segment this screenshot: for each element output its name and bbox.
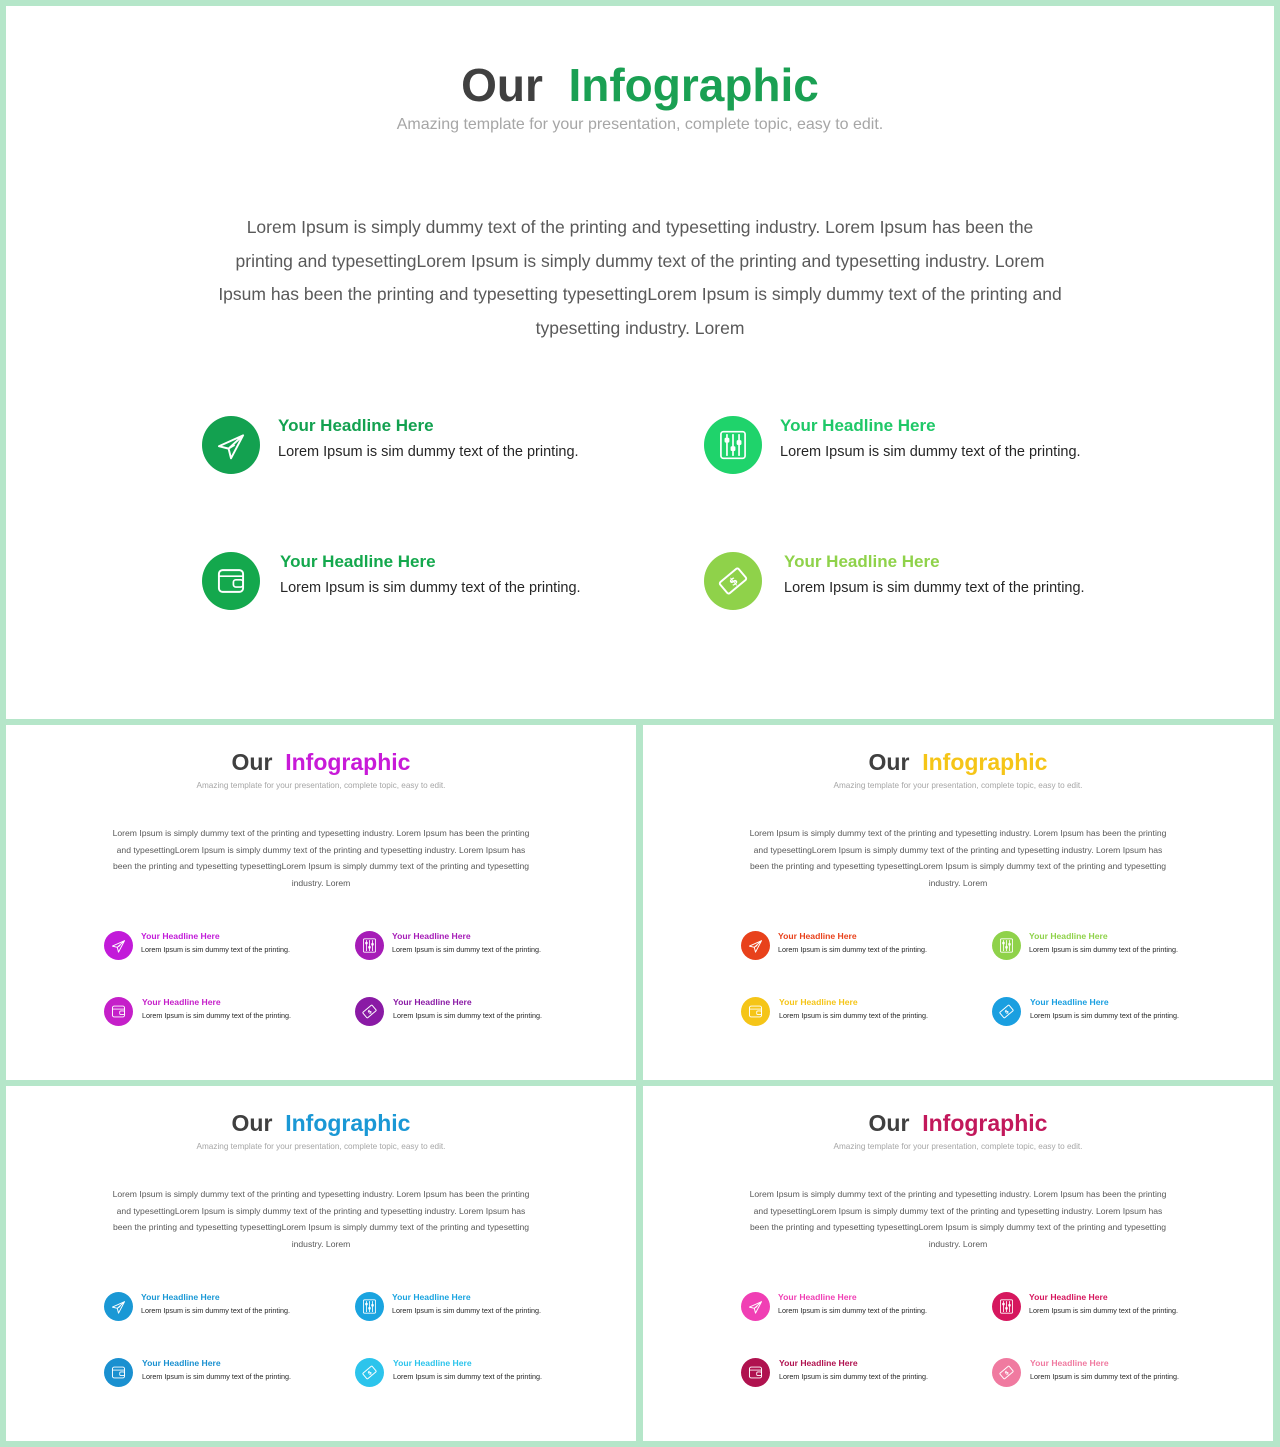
money-bill-icon (355, 1358, 384, 1387)
feature-text: Lorem Ipsum is sim dummy text of the printing. (392, 1306, 541, 1315)
slide-subtitle: Amazing template for your presentation, complete topic, easy to edit. (833, 781, 1083, 790)
feature-headline: Your Headline Here (141, 1292, 220, 1302)
feature-text: Lorem Ipsum is sim dummy text of the printing. (141, 945, 290, 954)
slide-body-text: Lorem Ipsum is simply dummy text of the printing and typesetting industry. Lorem Ipsum has been the printing and typesettingLorem Ipsum is simply dummy text of the printing and typesetting industry. Lorem Ipsum has been the printing and typesetting typesettingLorem Ipsum is simply dummy text of the printing and typesetting industry. Lorem (749, 1189, 1167, 1250)
title-word-infographic: Infographic (922, 749, 1048, 775)
feature-headline: Your Headline Here (784, 552, 940, 571)
feature-text: Lorem Ipsum is sim dummy text of the printing. (779, 1011, 928, 1020)
feature-text: Lorem Ipsum is sim dummy text of the printing. (1030, 1011, 1179, 1020)
feature-text: Lorem Ipsum is sim dummy text of the printing. (393, 1011, 542, 1020)
feature-headline: Your Headline Here (141, 931, 220, 941)
feature-item (355, 1358, 575, 1390)
feature-text: Lorem Ipsum is sim dummy text of the printing. (778, 1306, 927, 1315)
feature-item (104, 1292, 324, 1324)
wallet-icon (741, 1358, 770, 1387)
sliders-icon (355, 1292, 384, 1321)
paper-plane-icon (741, 931, 770, 960)
feature-item (704, 552, 1124, 612)
feature-headline: Your Headline Here (142, 997, 221, 1007)
feature-item (992, 997, 1212, 1029)
title-word-infographic: Infographic (922, 1110, 1048, 1136)
feature-item (104, 997, 324, 1029)
title-word-our: Our (461, 59, 543, 111)
feature-headline: Your Headline Here (1029, 931, 1108, 941)
sliders-icon (992, 1292, 1021, 1321)
title-word-our: Our (868, 1110, 910, 1136)
feature-headline: Your Headline Here (392, 931, 471, 941)
feature-headline: Your Headline Here (1030, 1358, 1109, 1368)
title-word-infographic: Infographic (285, 1110, 411, 1136)
slide-subtitle: Amazing template for your presentation, complete topic, easy to edit. (833, 1142, 1083, 1151)
slide-subtitle: Amazing template for your presentation, complete topic, easy to edit. (196, 781, 446, 790)
feature-item (741, 997, 961, 1029)
wallet-icon (202, 552, 260, 610)
feature-item (355, 997, 575, 1029)
feature-item (741, 1358, 961, 1390)
slide-subtitle: Amazing template for your presentation, complete topic, easy to edit. (196, 1142, 446, 1151)
svg-text:$: $ (1003, 1008, 1011, 1016)
wallet-icon (104, 1358, 133, 1387)
money-bill-icon (704, 552, 762, 610)
feature-text: Lorem Ipsum is sim dummy text of the printing. (142, 1011, 291, 1020)
wallet-icon (741, 997, 770, 1026)
paper-plane-icon (104, 931, 133, 960)
feature-item (992, 931, 1212, 963)
feature-text: Lorem Ipsum is sim dummy text of the printing. (1029, 1306, 1178, 1315)
slide-body-text: Lorem Ipsum is simply dummy text of the printing and typesetting industry. Lorem Ipsum has been the printing and typesettingLorem Ipsum is simply dummy text of the printing and typesetting industry. Lorem Ipsum has been the printing and typesetting typesettingLorem Ipsum is simply dummy text of the printing and typesetting industry. Lorem (749, 828, 1167, 889)
money-bill-icon (992, 997, 1021, 1026)
slide-small (643, 1086, 1273, 1441)
feature-item (992, 1358, 1212, 1390)
feature-headline: Your Headline Here (1030, 997, 1109, 1007)
feature-headline: Your Headline Here (778, 931, 857, 941)
feature-headline: Your Headline Here (779, 997, 858, 1007)
slide-small (6, 725, 636, 1080)
svg-text:$: $ (1003, 1369, 1011, 1377)
feature-item (104, 1358, 324, 1390)
wallet-icon (104, 997, 133, 1026)
slide-large (6, 6, 1274, 719)
slide-title (6, 749, 636, 776)
feature-item (104, 931, 324, 963)
slide-body-text: Lorem Ipsum is simply dummy text of the printing and typesetting industry. Lorem Ipsum has been the printing and typesettingLorem Ipsum is simply dummy text of the printing and typesetting industry. Lorem Ipsum has been the printing and typesetting typesettingLorem Ipsum is simply dummy text of the printing and typesetting industry. Lorem (112, 1189, 530, 1250)
sliders-icon (355, 931, 384, 960)
slide-title (643, 1110, 1273, 1137)
feature-item (355, 1292, 575, 1324)
feature-headline: Your Headline Here (780, 416, 936, 435)
title-word-our: Our (231, 749, 273, 775)
slide-small (643, 725, 1273, 1080)
svg-text:$: $ (366, 1008, 374, 1016)
feature-item (355, 931, 575, 963)
title-word-our: Our (868, 749, 910, 775)
feature-item (202, 552, 622, 612)
slide-title (6, 1110, 636, 1137)
slide-body-text: Lorem Ipsum is simply dummy text of the printing and typesetting industry. Lorem Ipsum has been the printing and typesettingLorem Ipsum is simply dummy text of the printing and typesetting industry. Lorem Ipsum has been the printing and typesetting typesettingLorem Ipsum is simply dummy text of the printing and typesetting industry. Lorem (112, 828, 530, 889)
slide-title (6, 58, 1274, 112)
feature-text: Lorem Ipsum is sim dummy text of the printing. (1030, 1372, 1179, 1381)
feature-text: Lorem Ipsum is sim dummy text of the printing. (278, 444, 579, 460)
feature-headline: Your Headline Here (1029, 1292, 1108, 1302)
feature-headline: Your Headline Here (278, 416, 434, 435)
feature-headline: Your Headline Here (393, 1358, 472, 1368)
feature-headline: Your Headline Here (392, 1292, 471, 1302)
money-bill-icon (355, 997, 384, 1026)
feature-text: Lorem Ipsum is sim dummy text of the printing. (1029, 945, 1178, 954)
paper-plane-icon (741, 1292, 770, 1321)
paper-plane-icon (202, 416, 260, 474)
sliders-icon (704, 416, 762, 474)
feature-text: Lorem Ipsum is sim dummy text of the printing. (142, 1372, 291, 1381)
svg-text:$: $ (366, 1369, 374, 1377)
feature-item (992, 1292, 1212, 1324)
slide-small (6, 1086, 636, 1441)
feature-item (704, 416, 1124, 476)
feature-text: Lorem Ipsum is sim dummy text of the printing. (393, 1372, 542, 1381)
feature-text: Lorem Ipsum is sim dummy text of the printing. (779, 1372, 928, 1381)
feature-text: Lorem Ipsum is sim dummy text of the printing. (141, 1306, 290, 1315)
feature-item (741, 931, 961, 963)
feature-text: Lorem Ipsum is sim dummy text of the printing. (780, 444, 1081, 460)
feature-text: Lorem Ipsum is sim dummy text of the printing. (778, 945, 927, 954)
svg-text:$: $ (726, 574, 741, 589)
feature-text: Lorem Ipsum is sim dummy text of the printing. (784, 580, 1085, 596)
title-word-our: Our (231, 1110, 273, 1136)
feature-headline: Your Headline Here (280, 552, 436, 571)
feature-text: Lorem Ipsum is sim dummy text of the printing. (280, 580, 581, 596)
slide-body-text: Lorem Ipsum is simply dummy text of the printing and typesetting industry. Lorem Ipsum has been the printing and typesettingLorem Ipsum is simply dummy text of the printing and typesetting industry. Lorem Ipsum has been the printing and typesetting typesettingLorem Ipsum is simply dummy text of the printing and typesetting industry. Lorem (218, 217, 1062, 338)
feature-headline: Your Headline Here (142, 1358, 221, 1368)
feature-headline: Your Headline Here (393, 997, 472, 1007)
slide-subtitle: Amazing template for your presentation, complete topic, easy to edit. (396, 116, 884, 133)
sliders-icon (992, 931, 1021, 960)
feature-item (202, 416, 622, 476)
title-word-infographic: Infographic (285, 749, 411, 775)
feature-headline: Your Headline Here (778, 1292, 857, 1302)
paper-plane-icon (104, 1292, 133, 1321)
slide-title (643, 749, 1273, 776)
feature-headline: Your Headline Here (779, 1358, 858, 1368)
feature-item (741, 1292, 961, 1324)
money-bill-icon (992, 1358, 1021, 1387)
title-word-infographic: Infographic (568, 59, 819, 111)
feature-text: Lorem Ipsum is sim dummy text of the printing. (392, 945, 541, 954)
